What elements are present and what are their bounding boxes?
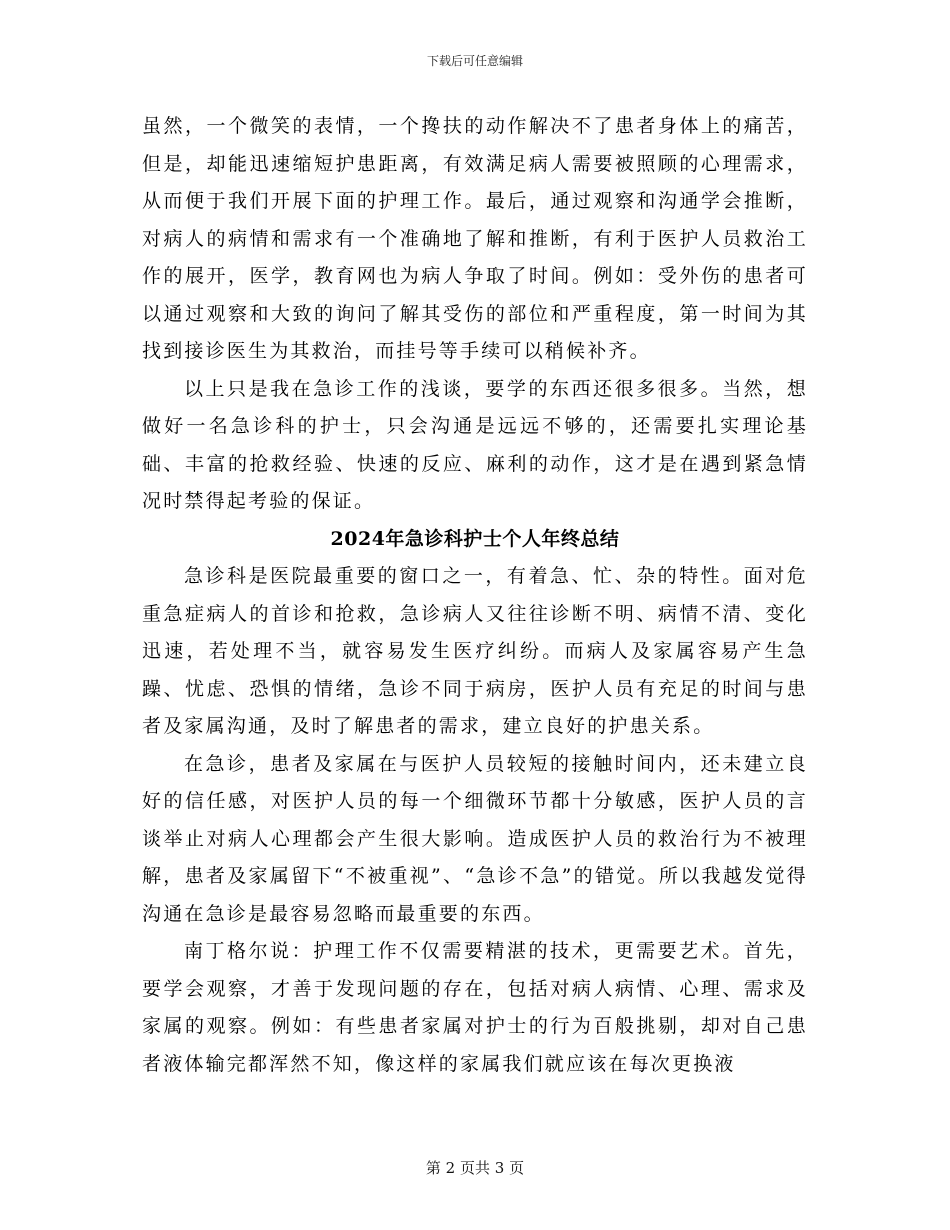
- paragraph-conclusion: 以上只是我在急诊工作的浅谈，要学的东西还很多很多。当然，想做好一名急诊科的护士，只会沟通是远远不够的，还需要扎实理论基础、丰富的抢救经验、快速的反应、麻利的动作，这才是在遇到紧急情况时禁得起考验的保证。: [142, 377, 808, 512]
- page-header: 下载后可任意编辑: [426, 54, 523, 68]
- paragraph-emergency-department: 急诊科是医院最重要的窗口之一，有着急、忙、杂的特性。面对危重急症病人的首诊和抢救，急诊病人又往往诊断不明、病情不清、变化迅速，若处理不当，就容易发生医疗纠纷。而病人及家属容易产生急躁、忧虑、恐惧的情绪，急诊不同于病房，医护人员有充足的时间与患者及家属沟通，及时了解患者的需求，建立良好的护患关系。: [142, 565, 808, 737]
- paragraph-nightingale-quote: 南丁格尔说：护理工作不仅需要精湛的技术，更需要艺术。首先，要学会观察，才善于发现问题的存在，包括对病人病情、心理、需求及家属的观察。例如：有些患者家属对护士的行为百般挑剔，却对自己患者液体输完都浑然不知，像这样的家属我们就应该在每次更换液: [142, 940, 808, 1075]
- section-title: 2024年急诊科护士个人年终总结: [330, 527, 620, 550]
- page-footer: 第 2 页共 3 页: [425, 1159, 525, 1177]
- paragraph-comfort-and-observation: 虽然，一个微笑的表情，一个搀扶的动作解决不了患者身体上的痛苦，但是，却能迅速缩短护患距离，有效满足病人需要被照顾的心理需求，从而便于我们开展下面的护理工作。最后，通过观察和沟通学会推断，对病人的病情和需求有一个准确地了解和推断，有利于医护人员救治工作的展开，医学，教育网也为病人争取了时间。例如：受外伤的患者可以通过观察和大致的询问了解其受伤的部位和严重程度，第一时间为其找到接诊医生为其救治，而挂号等手续可以稍候补齐。: [142, 115, 808, 362]
- paragraph-trust-and-communication: 在急诊，患者及家属在与医护人员较短的接触时间内，还未建立良好的信任感，对医护人员的每一个细微环节都十分敏感，医护人员的言谈举止对病人心理都会产生很大影响。造成医护人员的救治行为不被理解，患者及家属留下“不被重视”、“急诊不急”的错觉。所以我越发觉得沟通在急诊是最容易忽略而最重要的东西。: [142, 752, 808, 925]
- document-body: [142, 108, 808, 1083]
